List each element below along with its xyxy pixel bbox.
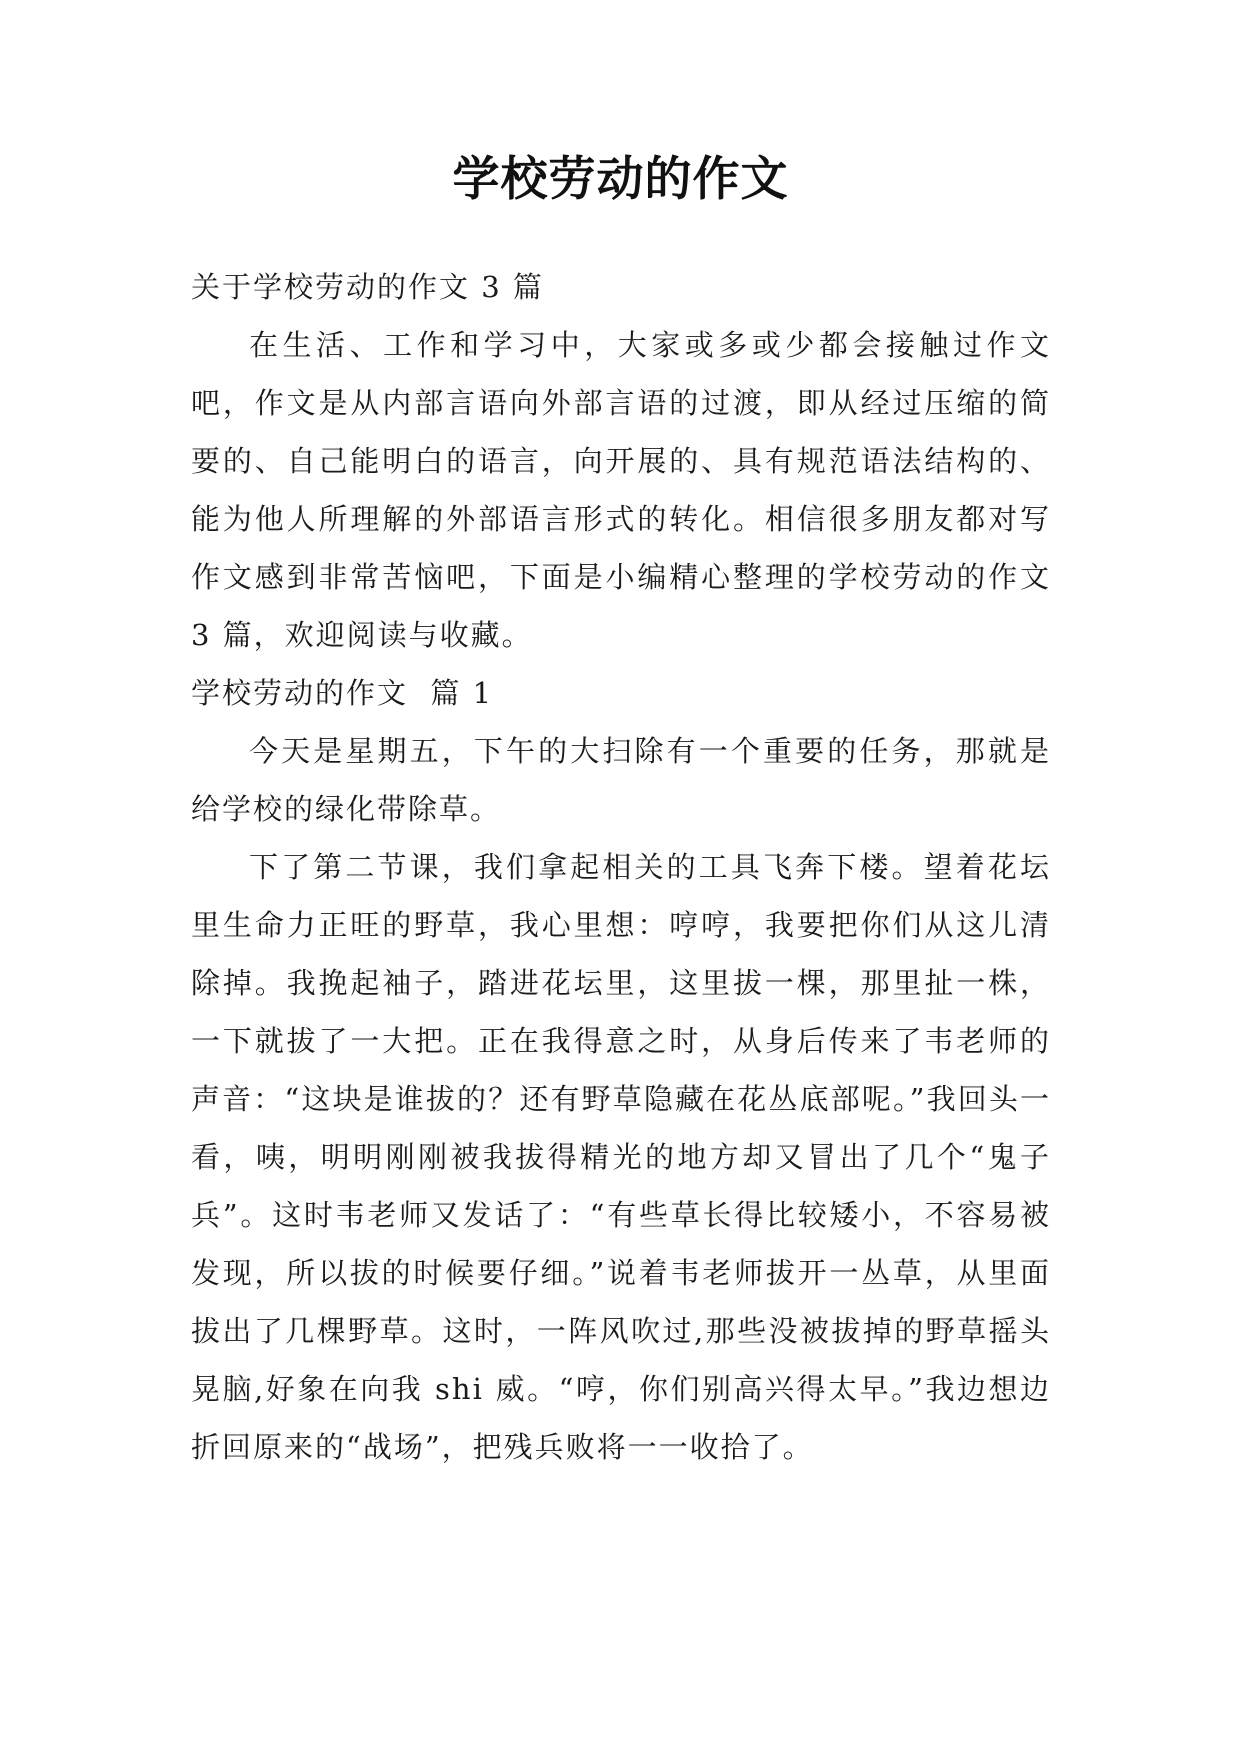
section-heading: 学校劳动的作文 篇 1 xyxy=(191,676,494,710)
document-title: 学校劳动的作文 xyxy=(452,152,789,207)
document-subtitle: 关于学校劳动的作文 3 篇 xyxy=(191,270,544,304)
intro-paragraph: 在生活、工作和学习中，大家或多或少都会接触过作文吧，作文是从内部言语向外部言语的过渡，即从经过压缩的简要的、自己能明白的语言，向开展的、具有规范语法结构的、能为他人所理解的外部语言形式的转化。相信很多朋友都对写作文感到非常苦恼吧，下面是小编精心整理的学校劳动的作文 3 篇，欢迎阅读与收藏。 xyxy=(191,328,1051,652)
document-body xyxy=(191,258,1051,1476)
body-paragraph: 今天是星期五，下午的大扫除有一个重要的任务，那就是给学校的绿化带除草。 xyxy=(191,734,1051,826)
body-paragraph: 下了第二节课，我们拿起相关的工具飞奔下楼。望着花坛里生命力正旺的野草，我心里想：哼哼，我要把你们从这儿清除掉。我挽起袖子，踏进花坛里，这里拔一棵，那里扯一株，一下就拔了一大把。正在我得意之时，从身后传来了韦老师的声音：“这块是谁拔的？还有野草隐藏在花丛底部呢。”我回头一看，咦，明明刚刚被我拔得精光的地方却又冒出了几个“鬼子兵”。这时韦老师又发话了：“有些草长得比较矮小，不容易被发现，所以拔的时候要仔细。”说着韦老师拔开一丛草，从里面拔出了几棵野草。这时，一阵风吹过,那些没被拔掉的野草摇头晃脑,好象在向我 shi 威。“哼，你们别高兴得太早。”我边想边折回原来的“战场”，把残兵败将一一收拾了。 xyxy=(191,850,1051,1464)
